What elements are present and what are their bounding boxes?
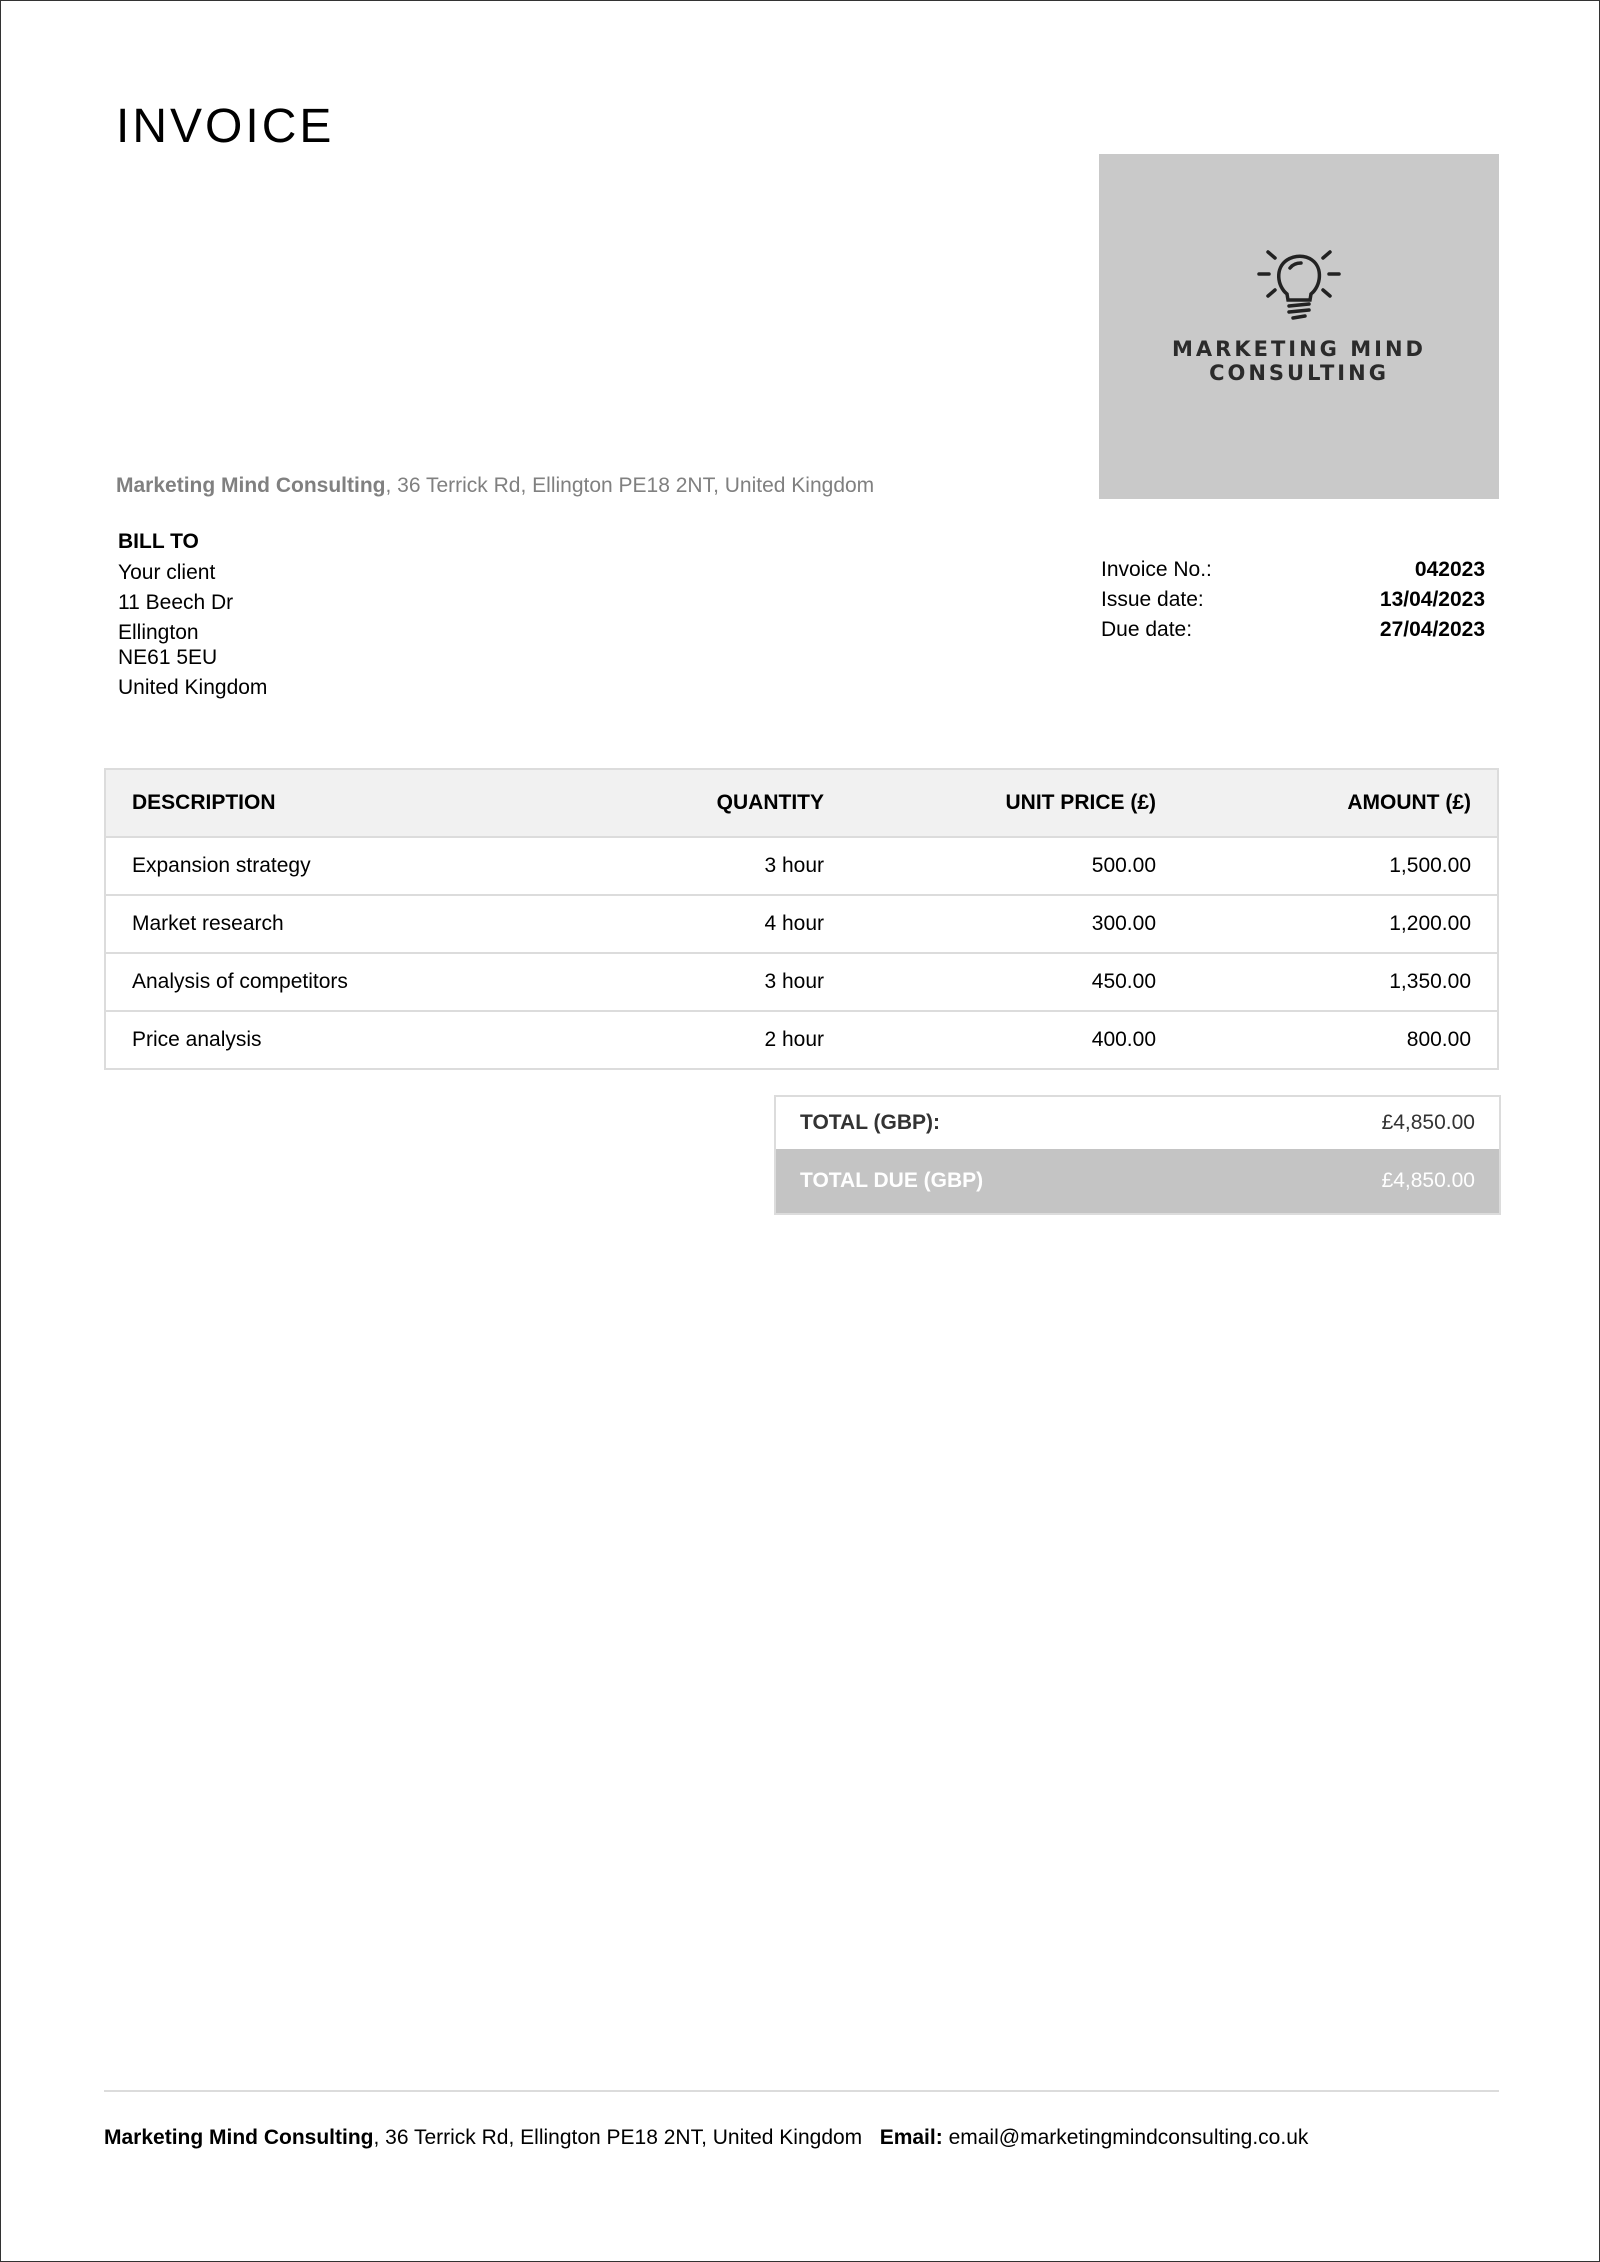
total-amount: £4,850.00 bbox=[1381, 1111, 1475, 1134]
sender-address-text: , 36 Terrick Rd, Ellington PE18 2NT, United Kingdom bbox=[385, 474, 875, 497]
column-header-unit-price: UNIT PRICE (£) bbox=[850, 769, 1182, 837]
due-date-row bbox=[1101, 618, 1485, 648]
invoice-title: INVOICE bbox=[116, 100, 335, 153]
item-amount: 1,350.00 bbox=[1182, 953, 1498, 1011]
item-quantity: 3 hour bbox=[598, 837, 850, 895]
item-unit-price: 400.00 bbox=[850, 1011, 1182, 1069]
footer-company: Marketing Mind Consulting bbox=[104, 2126, 374, 2149]
column-header-amount: AMOUNT (£) bbox=[1182, 769, 1498, 837]
due-date: 27/04/2023 bbox=[1379, 618, 1485, 641]
item-quantity: 2 hour bbox=[598, 1011, 850, 1069]
table-row bbox=[105, 953, 1498, 1011]
table-row bbox=[105, 895, 1498, 953]
invoice-number: 042023 bbox=[1414, 558, 1485, 581]
footer bbox=[104, 2126, 1308, 2150]
total-due-amount: £4,850.00 bbox=[1381, 1169, 1475, 1192]
issue-date: 13/04/2023 bbox=[1379, 588, 1485, 611]
table-row bbox=[105, 837, 1498, 895]
bill-to-line: United Kingdom bbox=[118, 676, 268, 699]
total-due-label: TOTAL DUE (GBP) bbox=[800, 1169, 984, 1192]
column-header-quantity: QUANTITY bbox=[598, 769, 850, 837]
item-description: Market research bbox=[105, 895, 598, 953]
total-due-row bbox=[776, 1149, 1499, 1213]
lightbulb-icon bbox=[1257, 244, 1341, 324]
total-label: TOTAL (GBP): bbox=[800, 1111, 940, 1134]
item-amount: 1,200.00 bbox=[1182, 895, 1498, 953]
footer-email-label: Email: bbox=[879, 2126, 943, 2149]
table-header-row bbox=[105, 769, 1498, 837]
bill-to bbox=[118, 529, 267, 705]
item-description: Price analysis bbox=[105, 1011, 598, 1069]
total-row bbox=[776, 1097, 1499, 1149]
item-unit-price: 300.00 bbox=[850, 895, 1182, 953]
footer-address: , 36 Terrick Rd, Ellington PE18 2NT, United Kingdom bbox=[373, 2126, 863, 2149]
issue-date-row bbox=[1101, 588, 1485, 618]
item-description: Analysis of competitors bbox=[105, 953, 598, 1011]
item-unit-price: 450.00 bbox=[850, 953, 1182, 1011]
invoice-meta bbox=[1101, 558, 1485, 648]
logo-text: MARKETING MIND CONSULTING bbox=[1172, 337, 1426, 385]
item-amount: 800.00 bbox=[1182, 1011, 1498, 1069]
bill-to-line: NE61 5EU bbox=[118, 646, 218, 669]
sender-address bbox=[116, 474, 874, 498]
bill-to-line: Your client bbox=[118, 561, 216, 584]
item-description: Expansion strategy bbox=[105, 837, 598, 895]
footer-email: email@marketingmindconsulting.co.uk bbox=[942, 2126, 1309, 2149]
item-amount: 1,500.00 bbox=[1182, 837, 1498, 895]
line-items-table bbox=[104, 768, 1499, 1070]
item-quantity: 4 hour bbox=[598, 895, 850, 953]
sender-name: Marketing Mind Consulting bbox=[116, 474, 386, 497]
totals-box bbox=[774, 1095, 1501, 1215]
footer-divider bbox=[104, 2090, 1499, 2092]
issue-date-label: Issue date: bbox=[1101, 588, 1204, 611]
bill-to-heading: BILL TO bbox=[118, 530, 199, 553]
item-unit-price: 500.00 bbox=[850, 837, 1182, 895]
due-date-label: Due date: bbox=[1101, 618, 1193, 641]
company-logo bbox=[1099, 154, 1499, 499]
invoice-number-label: Invoice No.: bbox=[1101, 558, 1212, 581]
bill-to-line: 11 Beech Dr bbox=[118, 591, 234, 614]
bill-to-line: Ellington bbox=[118, 621, 199, 644]
table-row bbox=[105, 1011, 1498, 1069]
item-quantity: 3 hour bbox=[598, 953, 850, 1011]
invoice-number-row bbox=[1101, 558, 1485, 588]
column-header-description: DESCRIPTION bbox=[105, 769, 598, 837]
